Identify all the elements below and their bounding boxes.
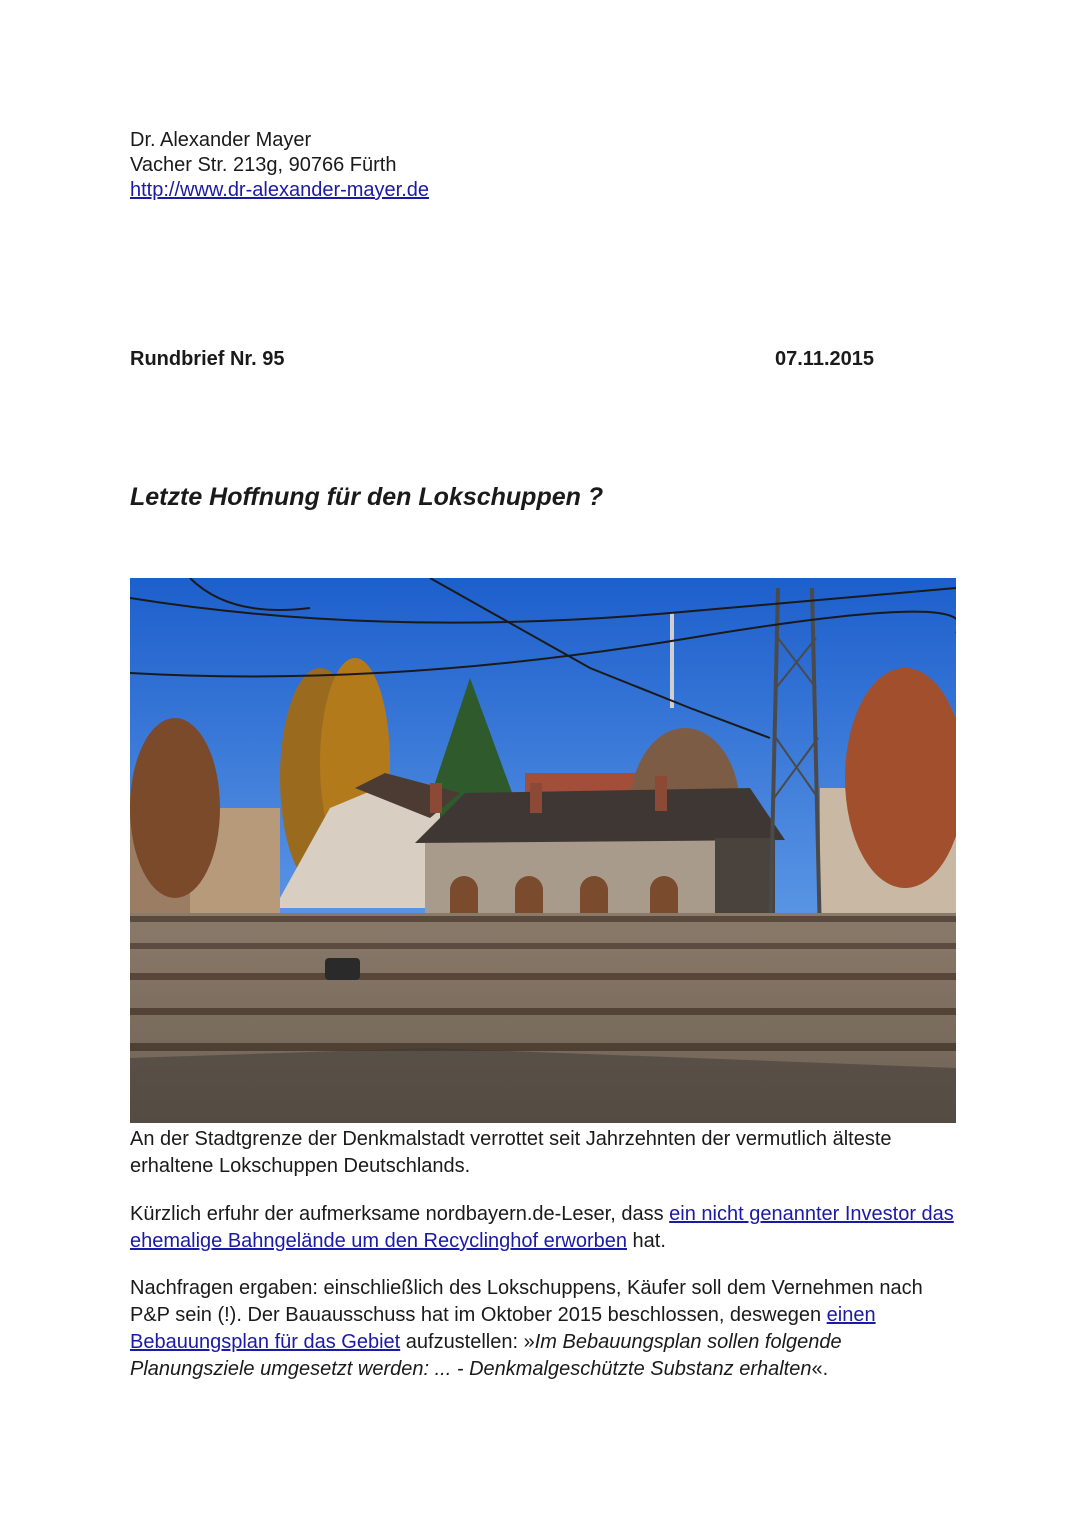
paragraph-investor <box>130 1201 960 1255</box>
paragraph-bebauungsplan-intro: Nachfragen ergaben: einschließlich des Lokschuppens, Käufer soll dem Vernehmen nach P&P sein (!). Der Bauausschuss hat im Oktober 2015 beschlossen, deswegen <box>130 1277 923 1326</box>
investor-article-link[interactable]: ein nicht genannter Investor das ehemalige Bahngelände um den Recyclinghof erworben <box>130 1203 954 1252</box>
paragraph-bebauungsplan <box>130 1275 960 1383</box>
bebauungsplan-link[interactable]: einen Bebauungsplan für das Gebiet <box>130 1304 876 1353</box>
lokschuppen-photo <box>130 578 956 1123</box>
letter-date: 07.11.2015 <box>775 348 874 370</box>
headline: Letzte Hoffnung für den Lokschuppen ? <box>130 483 604 511</box>
sender-address: Vacher Str. 213g, 90766 Fürth <box>130 154 397 176</box>
paragraph-investor-end: hat. <box>627 1230 666 1252</box>
sender-website-link[interactable]: http://www.dr-alexander-mayer.de <box>130 179 430 201</box>
photo-caption: An der Stadtgrenze der Denkmalstadt verrottet seit Jahrzehnten der vermutlich älteste erhaltene Lokschuppen Deutschlands. <box>130 1128 892 1177</box>
planning-goals-quote: Im Bebauungsplan sollen folgende Planungsziele umgesetzt werden: ... - Denkmalgeschützte Substanz erhalten <box>130 1331 842 1380</box>
paragraph-bebauungsplan-end: «. <box>811 1358 829 1380</box>
paragraph-bebauungsplan-middle: aufzustellen: » <box>400 1331 535 1353</box>
letter-title: Rundbrief Nr. 95 <box>130 348 285 370</box>
sender-block <box>130 128 429 203</box>
sender-name: Dr. Alexander Mayer <box>130 129 312 151</box>
paragraph-investor-intro: Kürzlich erfuhr der aufmerksame nordbayern.de-Leser, dass <box>130 1203 670 1225</box>
